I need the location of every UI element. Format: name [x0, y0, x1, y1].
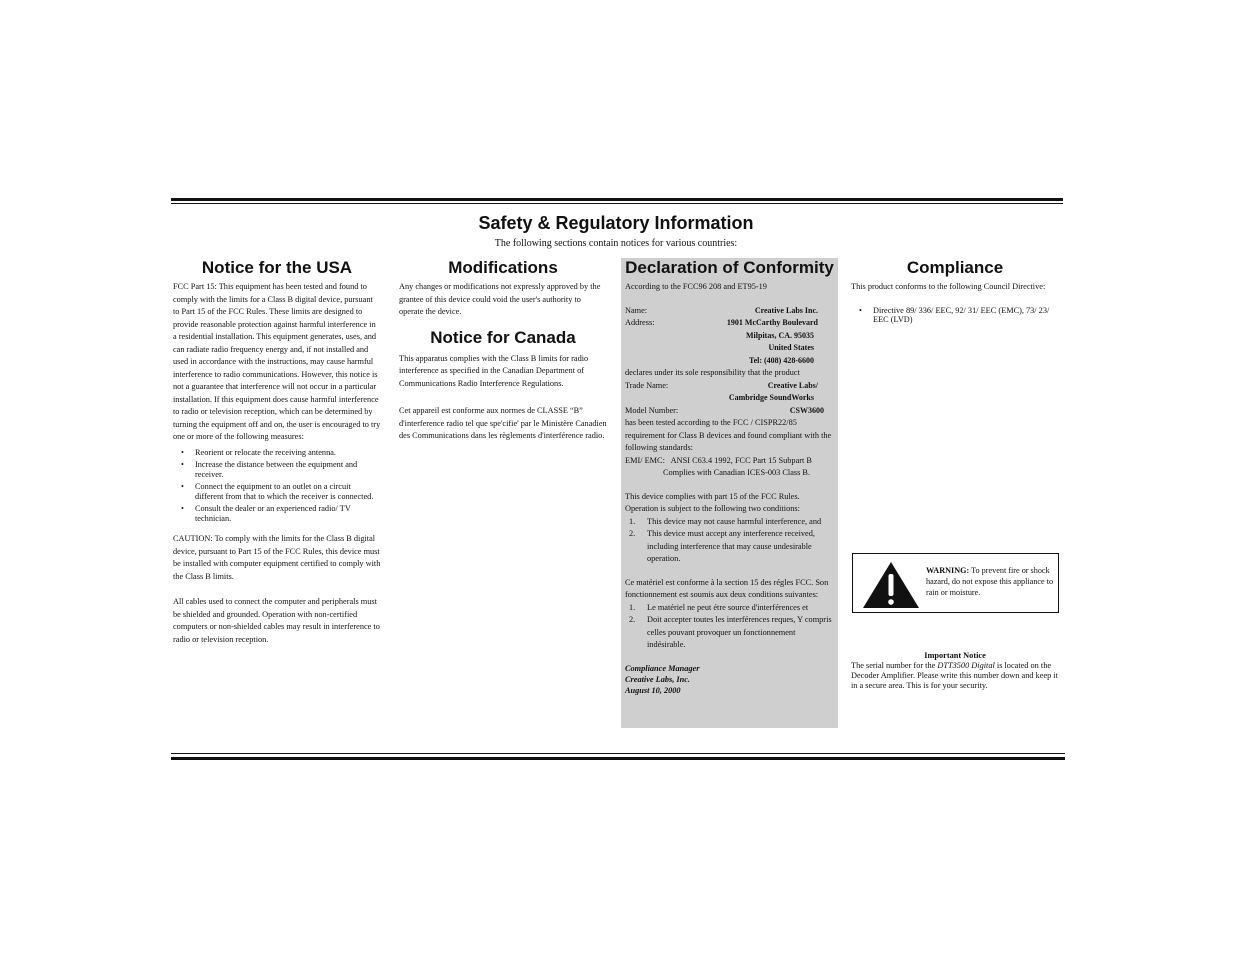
declaration-section	[621, 258, 838, 728]
name-value: Creative Labs Inc.	[754, 305, 818, 315]
compliance-intro: This product conforms to the following Council Directive:	[851, 282, 1046, 291]
list-item: 2. Doit accepter toutes les interférences reques, Y compris celles pouvant provoquer un fonctionnement indésirable.	[629, 615, 832, 649]
emi-row	[625, 455, 834, 468]
compliance-section	[851, 258, 1059, 328]
declaration-heading: Declaration of Conformity	[625, 258, 834, 277]
list-item: 1. Le matériel ne peut étre source d'interférences et	[629, 602, 809, 612]
modifications-heading: Modifications	[448, 258, 558, 277]
bottom-rule-thick	[171, 757, 1065, 760]
part15-text: This device complies with part 15 of the FCC Rules. Operation is subject to the following two conditions:	[625, 491, 800, 513]
address-label: Address:	[625, 318, 655, 327]
canada-text-en: This apparatus complies with the Class B limits for radio interference as specified in the Canadian Department of Communications Radio Interference Regulations.	[399, 353, 589, 388]
compliance-heading: Compliance	[906, 258, 1004, 277]
caution-text: To comply with the limits for the Class B digital device, pursuant to Part 15 of the FCC Rules, this device must be installed with computer equipment certified to comply with the Class B limits.	[173, 534, 381, 581]
warning-triangle-icon	[861, 560, 921, 610]
address-line: 1901 McCarthy Boulevard	[726, 318, 818, 327]
part15-fr-text: Ce matériel est conforme à la section 15 des régles FCC. Son fonctionnement est soumis aux deux conditions suivantes:	[625, 577, 829, 599]
important-text: The serial number for the DTT3500 Digital is located on the Decoder Amplifier. Please write this number down and keep it in a secure area. This is for your security.	[851, 661, 1058, 690]
tested-text: has been tested according to the FCC / CISPR22/85 requirement for Class B devices and found compliant with the following standards:	[625, 418, 832, 452]
address-line: Milpitas, CA. 95035	[746, 330, 814, 340]
important-model: DTT3500 Digital	[937, 661, 995, 670]
signoff-company: Creative Labs, Inc.	[625, 674, 690, 684]
emi-line1: ANSI C63.4 1992, FCC Part 15 Subpart B	[670, 455, 812, 465]
warning-box	[852, 553, 1059, 613]
top-rule-thick	[171, 198, 1063, 201]
directives-list	[851, 306, 1059, 325]
conditions-list	[625, 516, 834, 566]
trade-label: Trade Name:	[625, 380, 669, 390]
fcc-paragraph	[173, 281, 381, 444]
top-rule-thin	[171, 203, 1063, 204]
address-row	[625, 317, 834, 330]
usa-heading: Notice for the USA	[201, 258, 353, 277]
list-item: • Increase the distance between the equipment and receiver.	[173, 460, 381, 479]
canada-heading: Notice for Canada	[430, 327, 576, 347]
model-row	[625, 405, 834, 418]
signoff	[625, 663, 834, 696]
important-title: Important Notice	[924, 651, 986, 660]
modifications-section	[399, 258, 607, 443]
modifications-text: Any changes or modifications not expressly approved by the grantee of this device could void the user's authority to operate the device.	[399, 282, 601, 316]
page-subtitle: The following sections contain notices for various countries:	[494, 238, 738, 249]
warning-label: WARNING:	[926, 566, 970, 575]
warning-body: To prevent fire or shock hazard, do not expose this appliance to rain or moisture.	[926, 566, 1054, 597]
signoff-title: Compliance Manager	[625, 663, 700, 673]
caution-paragraph	[173, 533, 381, 583]
model-label: Model Number:	[625, 405, 679, 415]
trade-row	[625, 380, 834, 393]
name-label: Name:	[625, 305, 648, 315]
trade-line: Creative Labs/	[767, 380, 818, 390]
cables-paragraph: All cables used to connect the computer and peripherals must be shielded and grounded. Operation with non-certified computers or non-shielded cables may result in interference to radio or television reception.	[173, 597, 380, 644]
measures-list	[173, 448, 381, 524]
page-title: Safety & Regulatory Information	[478, 213, 754, 233]
warning-text	[926, 565, 1054, 598]
address-line: United States	[768, 343, 814, 352]
list-item: 1. This device may not cause harmful interference, and	[629, 516, 822, 526]
important-notice	[851, 651, 1059, 691]
fcc-label: FCC Part 15:	[173, 282, 217, 291]
list-item: 2. This device must accept any interference received, including interference that may cause undesirable operation.	[629, 529, 815, 563]
model-value: CSW3600	[789, 405, 824, 415]
name-row	[625, 305, 834, 318]
list-item: • Connect the equipment to an outlet on a circuit different from that to which the receiver is connected.	[173, 482, 381, 501]
emi-label: EMI/ EMC:	[625, 455, 665, 465]
emi-line2: Complies with Canadian ICES-003 Class B.	[663, 468, 811, 477]
usa-section	[173, 258, 381, 646]
conditions-fr-list	[625, 602, 834, 652]
caution-label: CAUTION:	[173, 534, 213, 543]
list-item: • Consult the dealer or an experienced radio/ TV technician.	[173, 504, 381, 523]
signoff-date: August 10, 2000	[625, 685, 681, 695]
bottom-rule-thin	[171, 753, 1065, 754]
fcc-text: This equipment has been tested and found to comply with the limits for a Class B digital device, pursuant to Part 15 of the FCC Rules. These limits are designed to provide reasonable protection against harmful interference in a residential installation. This equipment generates, uses, and can radiate radio frequency energy and, if not installed and used in accordance with the instructions, may cause harmful interference to radio communications. However, this notice is not a guarantee that interference will not occur in a particular installation. If this equipment does cause harmful interference to radio or television reception, which can be determined by turning the equipment off and on, the user is encouraged to try one or more of the following measures:	[173, 282, 381, 441]
trade-line: Cambridge SoundWorks	[728, 393, 814, 402]
canada-text-fr: Cet appareil est conforme aux normes de CLASSE “B” d'interference radio tel que spe'cifie' par le Ministère Canadien des Communications dans les règlements d'interférence radio.	[399, 406, 607, 440]
declaration-intro: According to the FCC96 208 and ET95-19	[625, 282, 767, 291]
declares-text: declares under its sole responsibility that the product	[625, 368, 800, 377]
address-line: Tel: (408) 428-6600	[748, 355, 814, 365]
list-item: • Reorient or relocate the receiving antenna.	[173, 448, 381, 458]
list-item: • Directive 89/ 336/ EEC, 92/ 31/ EEC (EMC), 73/ 23/ EEC (LVD)	[851, 306, 1059, 325]
